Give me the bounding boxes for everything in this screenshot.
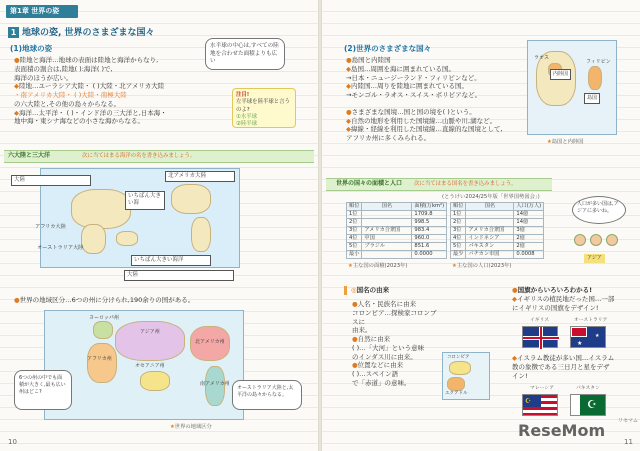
text-line: ・南アメリカ大陸・ ( )大陸・南極大陸 — [14, 91, 127, 100]
table-row: 1位 1709.8 — [347, 211, 447, 219]
left-page — [0, 0, 318, 451]
text-line: →モンゴル・ラオス・スイス・ボリビアなど。 — [346, 91, 482, 100]
table-header: 人口(万人) — [514, 203, 544, 211]
map-label: いちばん大きい海洋 — [131, 255, 211, 266]
kids-sign: アジア — [584, 254, 605, 263]
stripe-hint: 次に当てはまる海洋の名を書き込みましょう。 — [82, 153, 196, 159]
region-asia — [115, 321, 185, 361]
speech-bubble: 水半球の中心は,すべての陸地を合わせた面積よりも広い — [205, 38, 285, 70]
text-line: ●さまざまな国境…国と国の境を( )という。 — [346, 107, 476, 116]
text-line: 由来。 — [352, 326, 372, 335]
names-text — [352, 300, 437, 388]
region-label: ヨーロッパ州 — [89, 315, 119, 321]
land-australia — [116, 231, 138, 246]
kids-illustration — [570, 232, 625, 268]
text-line: ●位置などに由来 — [352, 361, 404, 370]
text-line: のインダス川に由来。 — [352, 352, 417, 361]
text-line: 教の象徴である三日月と星をデザ — [512, 362, 610, 371]
asia-map-caption: ★島国と内陸国 — [547, 139, 584, 145]
child-icon — [590, 234, 602, 246]
population-table — [450, 202, 544, 259]
earth-text-block — [14, 56, 214, 126]
countries-text-block — [346, 56, 546, 143]
table-header: 順位 — [451, 203, 466, 211]
speech-bubble: 人口が多い国は,アジアに多いね。 — [572, 196, 626, 224]
table-source: (とうけい2024/25年版「世界国勢図会」) — [442, 194, 540, 200]
page-number: 11 — [624, 438, 633, 446]
note-option: ①水半球 — [236, 113, 258, 120]
table-header: 国名 — [362, 203, 412, 211]
uk-flag-icon — [522, 326, 558, 348]
text-line: ◆自然の地形を利用した国境線…山脈や川,湖など。 — [346, 116, 497, 125]
subsection-1-title: (1)地球の姿 — [10, 44, 53, 53]
map-label: 内陸国 — [550, 69, 571, 80]
section-number: 1 — [8, 27, 19, 38]
area-table-wrap — [346, 202, 447, 259]
regions-line: ●世界の地域区分…6つの州に分けられ,190余りの国がある。 — [14, 296, 195, 304]
stripe-hint: 次に当てはまる国名を書き込みましょう。 — [414, 181, 517, 187]
table-row: 5位 ブラジル 851.6 — [347, 243, 447, 251]
regions-map — [44, 310, 244, 420]
text-line: ◆緯線・経線を利用した国境線…直線的な国境として, — [346, 125, 503, 134]
text-line: にイギリスの国旗をデザイン! — [512, 303, 599, 312]
table-row: 3位 アメリカ合衆国 3億 — [451, 227, 544, 235]
table-row: 4位 中国 960.0 — [347, 235, 447, 243]
text-line: ◆島国…周囲を海に囲まれている国。 — [346, 64, 455, 73]
region-label: アジア州 — [140, 329, 160, 335]
flag-label: イギリス — [530, 318, 550, 323]
text-line: で「赤道」の意味。 — [352, 378, 411, 387]
region-callout: 6つの州の中でも面積が大きく,最も広い州はどこ? — [14, 370, 72, 410]
land-africa — [81, 224, 106, 254]
region-label: オセアニア州 — [135, 363, 165, 369]
table-row: 2位 14億 — [451, 219, 544, 227]
text-line: の六大陸と,その他の島々からなる。 — [14, 99, 121, 108]
pakistan-flag-icon: ☪ — [570, 394, 606, 416]
malaysia-flag-icon: ☪ — [522, 394, 558, 416]
population-caption: ★主な国の人口(2023年) — [452, 263, 512, 269]
map-label: 島国 — [584, 93, 600, 104]
text-line: ◆陸地…ユーラシア大陸・ ( )大陸・北アメリカ大陸 — [14, 82, 165, 91]
table-header: 国名 — [466, 203, 514, 211]
south-america-map — [442, 352, 490, 400]
activity-stripe — [326, 178, 552, 191]
text-line: 海洋のほうが広い。 — [14, 73, 73, 82]
note-box — [232, 88, 296, 128]
pop-table-wrap — [450, 202, 544, 259]
asia-map — [527, 40, 617, 135]
table-row: 4位 インドネシア 2億 — [451, 235, 544, 243]
names-title: ◎国名の由来 — [351, 286, 390, 294]
section-title — [8, 27, 155, 39]
flag-label: オーストラリア — [574, 318, 608, 323]
stripe-label: 六大陸と三大洋 — [8, 152, 51, 159]
stripe-label: 世界の国々の面積と人口 — [336, 180, 403, 187]
flag-label: パキスタン — [576, 386, 600, 391]
names-box — [344, 286, 504, 295]
map-label: 北アメリカ大陸 — [165, 171, 235, 182]
table-row: 最少 バチカン市国 0.0008 — [451, 251, 544, 259]
child-icon — [606, 234, 618, 246]
map-label: エクアドル — [445, 391, 468, 396]
text-line: イン! — [512, 371, 528, 380]
flags-section-2 — [512, 354, 632, 380]
text-line: ◆イギリスの植民地だった国…一部 — [512, 294, 615, 303]
region-africa — [87, 343, 117, 383]
text-line: アフリカ州に多くみられる。 — [346, 134, 431, 143]
map-label: コロンビア — [447, 355, 470, 360]
watermark-small: リセマム — [618, 418, 638, 424]
answer-box[interactable]: 大陸 — [124, 270, 234, 281]
area-caption: ★主な国の面積(2023年) — [348, 263, 408, 269]
map-label: オーストラリア大陸 — [37, 245, 84, 251]
map-label: ラオス — [534, 55, 549, 61]
text-line: ●人名・民族名に由来 — [352, 300, 417, 308]
text-line: ●島国と内陸国 — [346, 56, 391, 64]
table-row: 1位 14億 — [451, 211, 544, 219]
text-line: 地中海・東シナ海などの小さな海からなる。 — [14, 117, 144, 126]
flags-title: ●国旗からいろいろわかる! — [512, 286, 593, 294]
land-south-america — [191, 217, 211, 252]
region-label: 南アメリカ州 — [200, 381, 230, 387]
text-line: コロンビア…探検家コロンブスに — [352, 308, 437, 326]
region-caption: ★世界の地域区分 — [170, 424, 212, 430]
australia-flag-icon: ★ ★ — [570, 326, 606, 348]
land-philippines — [588, 66, 602, 90]
table-header: 面積(万km²) — [412, 203, 447, 211]
text-line: ◆内陸国…周りを陸地に囲まれている国。 — [346, 82, 468, 91]
text-line: 表面積の割合は,陸地( ):海洋( )で, — [14, 64, 113, 73]
note-title: 注目! — [236, 92, 250, 98]
world-map — [14, 168, 240, 268]
table-header: 順位 — [347, 203, 362, 211]
page-number: 10 — [8, 438, 17, 446]
child-icon — [574, 234, 586, 246]
land-ecuador — [447, 377, 465, 391]
section-title-text: 地球の姿, 世界のさまざまな国々 — [22, 28, 155, 38]
table-row: 最小 0.0000 — [347, 251, 447, 259]
region-oceania — [140, 371, 170, 391]
watermark-logo: ReseMom — [518, 421, 606, 440]
map-label: フィリピン — [586, 59, 611, 65]
text-line: ( )…「大河」という意味 — [352, 343, 425, 352]
note-text: 左半球を陸半球と言うのよ? — [236, 99, 290, 113]
answer-box[interactable]: いちばん大きい海 — [125, 191, 165, 210]
text-line: ●自然に由来 — [352, 335, 391, 344]
activity-stripe — [4, 150, 314, 163]
flags-section — [512, 286, 632, 312]
table-row: 5位 パキスタン 2億 — [451, 243, 544, 251]
text-line: ◆イスラム教徒が多い国…イスラム — [512, 354, 615, 362]
text-line: ●陸地と海洋…地球の表面は陸地と海洋からなり, — [14, 56, 159, 64]
region-europe — [93, 321, 113, 339]
answer-box[interactable]: 大陸 — [11, 175, 91, 186]
chapter-label: 第1章 世界の姿 — [6, 5, 78, 18]
land-north-america — [171, 184, 211, 214]
region-callout: オーストラリア大陸と,太平洋の島々からなる。 — [232, 380, 302, 410]
note-option: ②陸半球 — [236, 121, 258, 128]
area-table — [346, 202, 447, 259]
subsection-2-title: (2)世界のさまざまな国々 — [344, 44, 432, 53]
region-label: アフリカ州 — [87, 356, 112, 362]
land-eurasia — [71, 189, 131, 229]
text-line: ◆海洋…太平洋・ ( )・インド洋の三大洋と,日本海・ — [14, 108, 167, 117]
land-colombia — [449, 361, 471, 375]
right-page — [322, 0, 640, 451]
map-label: アフリカ大陸 — [35, 224, 66, 230]
text-line: ( )…スペイン語 — [352, 370, 399, 379]
text-line: →日本・ニュージーランド・フィリピンなど。 — [346, 73, 481, 82]
table-row: 3位 アメリカ合衆国 983.4 — [347, 227, 447, 235]
region-label: 北アメリカ州 — [195, 339, 225, 345]
table-row: 2位 998.5 — [347, 219, 447, 227]
flag-label: マレーシア — [530, 386, 554, 391]
